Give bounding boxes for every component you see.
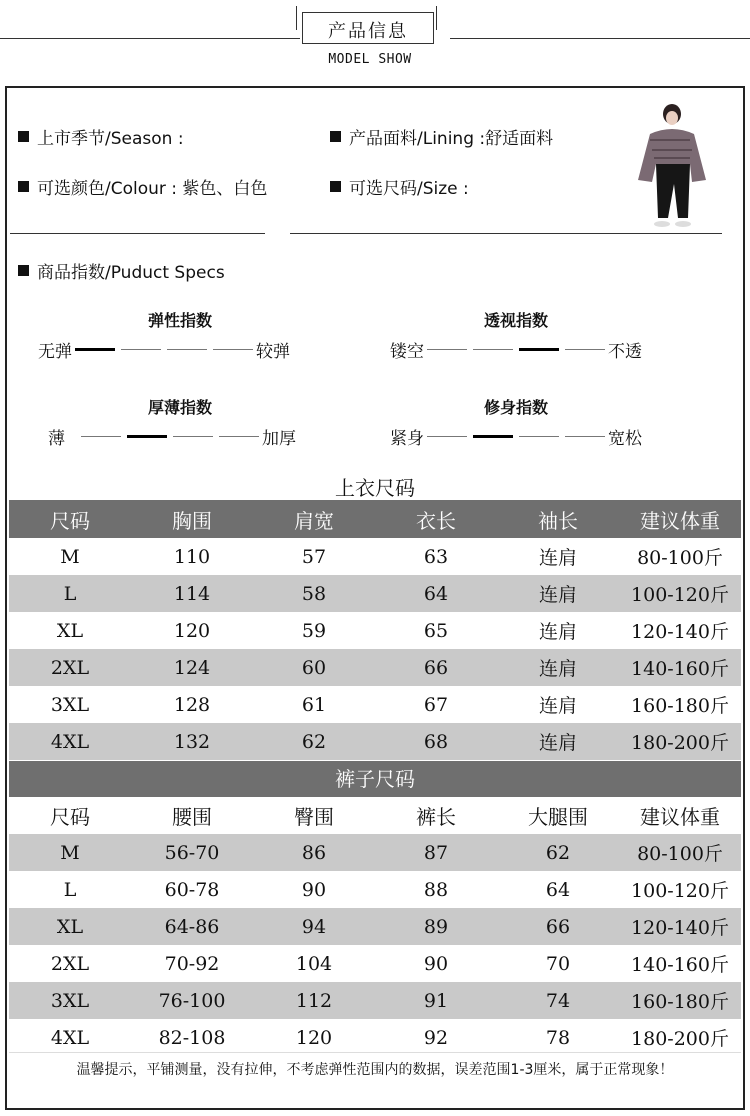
table-cell: 56-70 — [164, 841, 220, 864]
info-fabric — [330, 124, 553, 149]
table-cell: 132 — [173, 730, 211, 753]
table-cell: 59 — [301, 619, 327, 642]
table-header-cell: 大腿围 — [528, 805, 588, 829]
gauge-title-elastic: 弹性指数 — [147, 311, 212, 330]
gauge-fit — [390, 424, 642, 449]
table-cell: L — [63, 582, 77, 605]
gauge-left-label: 薄 — [48, 429, 65, 449]
gauge-title-fit: 修身指数 — [483, 398, 548, 417]
table-cell: 70 — [545, 952, 571, 975]
gauge-thickness — [48, 424, 296, 449]
info-colour — [18, 174, 267, 199]
table-row — [9, 982, 741, 1019]
table-cell: 80-100斤 — [637, 547, 723, 569]
table-row — [9, 1019, 741, 1056]
top-size-table — [9, 500, 741, 760]
top-table-caption: 上衣尺码 — [335, 476, 415, 500]
table-cell: 120-140斤 — [631, 621, 729, 643]
bullet-icon — [18, 265, 29, 276]
table-cell: 58 — [301, 582, 327, 605]
table-cell: 4XL — [50, 730, 90, 753]
table-cell: 124 — [173, 656, 211, 679]
table-cell: XL — [56, 915, 84, 938]
gauge-segment — [167, 349, 207, 350]
table-header-cell: 腰围 — [172, 805, 212, 829]
table-header-cell: 建议体重 — [640, 508, 720, 533]
info-season — [18, 124, 184, 149]
table-cell: 94 — [301, 915, 327, 938]
table-cell: 112 — [295, 989, 333, 1012]
header-title-box — [302, 12, 434, 44]
gauge-elastic — [38, 337, 290, 362]
gauge-segment — [173, 436, 213, 437]
table-header-cell: 衣长 — [416, 508, 456, 533]
info-season-text: 上市季节/Season : — [37, 129, 184, 149]
table-cell: 连肩 — [538, 621, 577, 643]
table-cell: 62 — [301, 730, 327, 753]
table-cell: M — [60, 545, 80, 568]
table-cell: 180-200斤 — [631, 732, 729, 754]
table-cell: 100-120斤 — [631, 584, 729, 606]
table-cell: 65 — [423, 619, 449, 642]
table-cell: 连肩 — [538, 584, 577, 606]
table-cell: 87 — [423, 841, 449, 864]
header-line-right — [450, 38, 750, 39]
table-cell: 82-108 — [158, 1026, 226, 1049]
gauge-left-label: 无弹 — [38, 342, 72, 362]
table-header-row — [9, 500, 741, 538]
table-header-row — [9, 797, 741, 834]
table-header-cell: 肩宽 — [294, 508, 334, 533]
bullet-icon — [330, 131, 341, 142]
specs-heading-text: 商品指数/Puduct Specs — [37, 263, 225, 283]
table-row — [9, 575, 741, 612]
header-tick-right — [436, 6, 437, 30]
table-row — [9, 686, 741, 723]
table-cell: 92 — [423, 1026, 449, 1049]
gauge-segment — [565, 349, 605, 350]
table-cell: 2XL — [50, 656, 90, 679]
gauge-left-label: 紧身 — [390, 429, 424, 449]
bullet-icon — [18, 131, 29, 142]
table-cell: 78 — [545, 1026, 571, 1049]
table-cell: 64 — [545, 878, 571, 901]
info-fabric-text: 产品面料/Lining :舒适面料 — [349, 129, 554, 149]
table-row — [9, 538, 741, 575]
table-header-cell: 胸围 — [172, 508, 212, 533]
gauge-segment — [519, 436, 559, 437]
table-cell: 140-160斤 — [631, 954, 729, 976]
gauge-segment — [213, 349, 253, 350]
gauge-segment — [75, 348, 115, 351]
table-row — [9, 649, 741, 686]
gauge-segment — [427, 436, 467, 437]
table-row — [9, 723, 741, 760]
table-cell: 连肩 — [538, 732, 577, 754]
gauge-title-sheer: 透视指数 — [483, 311, 548, 330]
info-size — [330, 174, 469, 199]
table-cell: 4XL — [50, 1026, 90, 1049]
info-size-text: 可选尺码/Size : — [349, 179, 469, 199]
page-subtitle: MODEL SHOW — [328, 52, 412, 67]
table-cell: 2XL — [50, 952, 90, 975]
specs-heading — [18, 258, 225, 283]
gauge-right-label: 加厚 — [262, 429, 296, 449]
gauge-right-label: 不透 — [608, 342, 642, 362]
table-cell: 66 — [545, 915, 571, 938]
table-cell: 120-140斤 — [631, 917, 729, 939]
header-line-left — [0, 38, 300, 39]
table-cell: 63 — [423, 545, 449, 568]
gauge-segment — [519, 348, 559, 351]
gauge-segment — [81, 436, 121, 437]
gauge-title-thickness: 厚薄指数 — [147, 398, 212, 417]
pants-size-table — [9, 797, 741, 1056]
table-header-cell: 袖长 — [538, 508, 578, 533]
table-cell: L — [63, 878, 77, 901]
table-cell: 74 — [545, 989, 571, 1012]
table-cell: 60 — [301, 656, 327, 679]
info-colour-text: 可选颜色/Colour : 紫色、白色 — [37, 179, 268, 199]
table-cell: 62 — [545, 841, 571, 864]
gauge-segment — [473, 349, 513, 350]
table-cell: 140-160斤 — [631, 658, 729, 680]
table-cell: 90 — [301, 878, 327, 901]
gauge-right-label: 宽松 — [608, 429, 642, 449]
table-row — [9, 945, 741, 982]
bullet-icon — [330, 181, 341, 192]
table-cell: 160-180斤 — [631, 991, 729, 1013]
table-cell: 86 — [301, 841, 327, 864]
gauge-right-label: 较弹 — [256, 342, 290, 362]
table-cell: 连肩 — [538, 695, 577, 717]
pants-table-caption: 裤子尺码 — [9, 761, 741, 797]
table-cell: 64-86 — [164, 915, 220, 938]
gauge-segment — [427, 349, 467, 350]
model-photo-icon — [620, 100, 730, 235]
gauge-segment — [121, 349, 161, 350]
table-cell: 88 — [423, 878, 449, 901]
table-cell: 104 — [295, 952, 333, 975]
table-cell: XL — [56, 619, 84, 642]
table-cell: 120 — [173, 619, 211, 642]
header-tick-left — [296, 6, 297, 30]
table-cell: 连肩 — [538, 658, 577, 680]
table-cell: 180-200斤 — [631, 1028, 729, 1050]
table-cell: 3XL — [50, 989, 90, 1012]
table-cell: 120 — [295, 1026, 333, 1049]
divider-left — [10, 233, 265, 234]
table-cell: 57 — [301, 545, 327, 568]
table-cell: 89 — [423, 915, 449, 938]
table-cell: 100-120斤 — [631, 880, 729, 902]
table-cell: 64 — [423, 582, 449, 605]
table-cell: 60-78 — [164, 878, 220, 901]
table-cell: M — [60, 841, 80, 864]
table-cell: 128 — [173, 693, 211, 716]
gauge-segment — [473, 435, 513, 438]
table-header-cell: 臀围 — [294, 805, 334, 829]
table-row — [9, 871, 741, 908]
table-cell: 67 — [423, 693, 449, 716]
table-cell: 91 — [423, 989, 449, 1012]
table-cell: 160-180斤 — [631, 695, 729, 717]
gauge-segment — [219, 436, 259, 437]
page-title: 产品信息 — [328, 21, 408, 42]
table-cell: 80-100斤 — [637, 843, 723, 865]
table-cell: 90 — [423, 952, 449, 975]
gauge-sheer — [390, 337, 642, 362]
table-cell: 110 — [173, 545, 211, 568]
table-cell: 66 — [423, 656, 449, 679]
table-row — [9, 834, 741, 871]
table-cell: 68 — [423, 730, 449, 753]
table-header-cell: 建议体重 — [640, 805, 720, 829]
table-cell: 连肩 — [538, 547, 577, 569]
table-header-cell: 裤长 — [416, 805, 456, 829]
footer-note: 温馨提示，平铺测量，没有拉伸，不考虑弹性范围内的数据，误差范围1-3厘米，属于正常现象！ — [9, 1052, 741, 1087]
bullet-icon — [18, 181, 29, 192]
table-header-cell: 尺码 — [50, 508, 90, 533]
gauge-segment — [565, 436, 605, 437]
table-cell: 3XL — [50, 693, 90, 716]
table-cell: 70-92 — [164, 952, 220, 975]
table-cell: 61 — [301, 693, 327, 716]
table-header-cell: 尺码 — [50, 805, 90, 829]
gauge-left-label: 镂空 — [390, 342, 424, 362]
table-cell: 114 — [173, 582, 211, 605]
table-row — [9, 612, 741, 649]
table-row — [9, 908, 741, 945]
table-cell: 76-100 — [158, 989, 226, 1012]
gauge-segment — [127, 435, 167, 438]
